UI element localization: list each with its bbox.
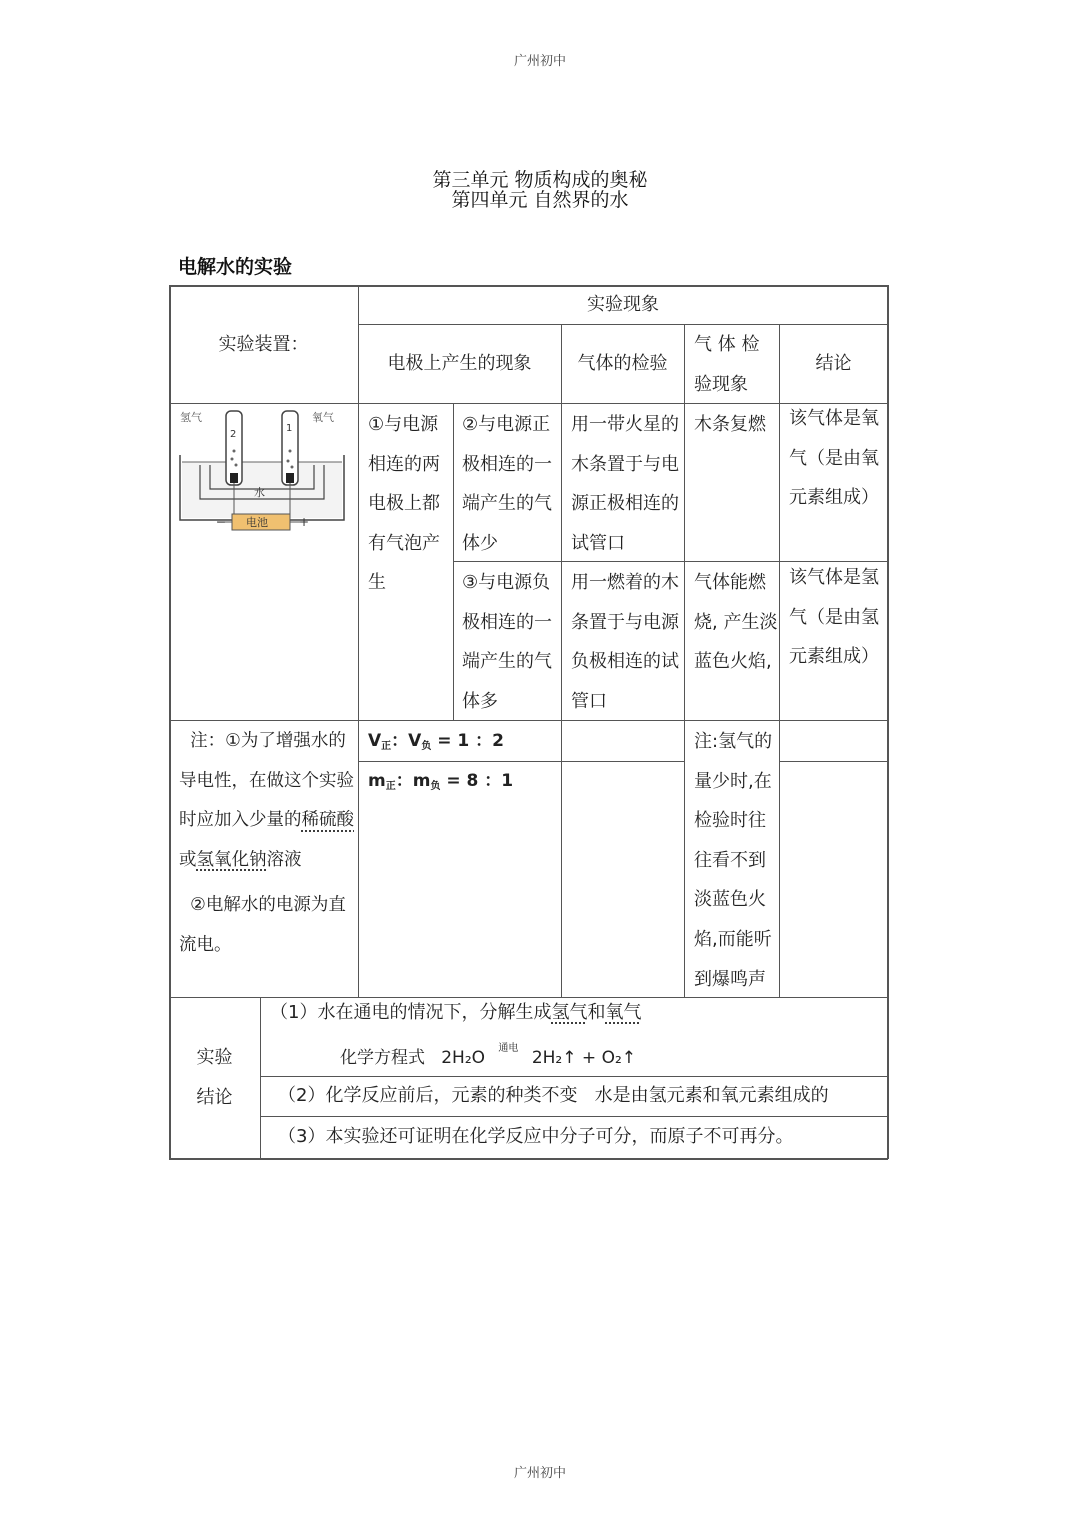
section-title: 电解水的实验 [178,256,293,278]
label-water: 水 [254,486,265,499]
page-title-line2: 第四单元 自然界的水 [451,189,629,211]
page-title-line1: 第三单元 物质构成的奥秘 [432,169,648,191]
positive-electrode-cell: ②与电源正 极相连的一 端产生的气 体少 [462,414,552,554]
negative-conclusion-cell: 该气体是氢 气（是由氢 元素组成） [789,567,879,668]
electrode-positive [286,473,294,483]
svg-text:−: − [216,515,227,529]
positive-result-cell: 木条复燃 [694,414,766,435]
electrode-common-cell: ①与电源 相连的两 电极上都 有气泡产 生 [368,414,440,594]
header-apparatus: 实验装置： [218,334,309,355]
chemical-equation: 化学方程式 2H₂O $^{通电}$ 2H₂↑ + O₂↑ [340,1043,637,1068]
label-battery: 电池 [246,516,268,529]
note-right-cell: 注:氢气的 量少时,在 检验时往 往看不到 淡蓝色火 焰,而能听 到爆鸣声 [694,731,773,990]
note-left-cell: 注：①为了增强水的 导电性，在做这个实验 时应加入少量的稀硫酸 或氢氧化钠溶液 ②电解水的电源为直 流电。 [179,731,354,955]
header-phenomena: 实验现象 [587,294,659,315]
positive-test-cell: 用一带火星的 木条置于与电 源正极相连的 试管口 [571,414,679,554]
conclusion-3: （3）本实验还可证明在化学反应中分子可分，而原子不可再分。 [278,1126,794,1147]
conclusion-label: 实验 结论 [196,1047,233,1108]
positive-conclusion-cell: 该气体是氧 气（是由氧 元素组成） [789,408,879,509]
conclusion-2: （2）化学反应前后，元素的种类不变 水是由氢元素和氧元素组成的 [278,1085,829,1106]
volume-ratio: $V_正$：$V_负 = 1$ ：2 [368,731,505,752]
svg-text:2: 2 [230,429,237,440]
svg-text:+: + [299,515,310,529]
label-oxygen: 氧气 [312,411,334,424]
page-header: 广州初中 [513,54,566,69]
electrode-negative [230,473,238,483]
page-footer: 广州初中 [513,1466,566,1481]
header-conclusion: 结论 [815,353,852,374]
negative-result-cell: 气体能燃 烧, 产生淡 蓝色火焰, [694,572,778,673]
label-hydrogen: 氢气 [180,411,202,424]
mass-ratio: $m_正$：$m_负 = 8$ ：1 [368,771,514,792]
electrolysis-apparatus-diagram [172,407,352,537]
header-gas-result: 气 体 检 验现象 [694,334,760,395]
svg-text:1: 1 [286,423,293,434]
conclusion-1: （1）水在通电的情况下，分解生成氢气和氧气 [270,1002,642,1023]
negative-test-cell: 用一燃着的木 条置于与电源 负极相连的试 管口 [571,572,679,712]
header-gas-test: 气体的检验 [577,353,668,374]
negative-electrode-cell: ③与电源负 极相连的一 端产生的气 体多 [462,572,552,712]
header-electrode: 电极上产生的现象 [387,353,532,374]
